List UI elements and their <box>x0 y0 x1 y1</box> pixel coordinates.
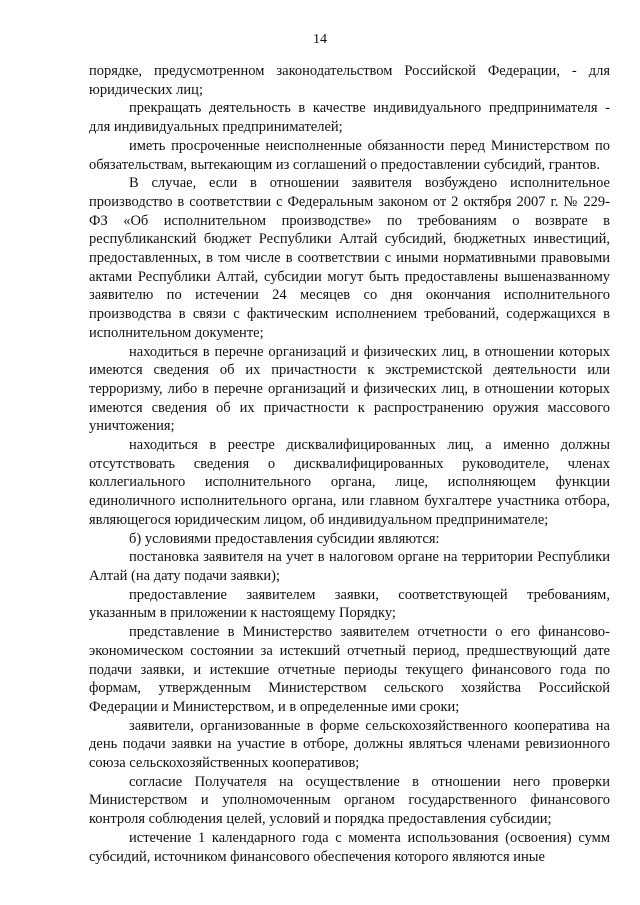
paragraph: представление в Министерство заявителем отчетности о его финансово-экономическом состоянии за истекший отчетный период, предшествующий дате подачи заявки, и истекшие отчетные периоды текущего финансового года по формам, утвержденным Министерством сельского хозяйства Российской Федерации и Министерством, и в определенные ими сроки; <box>89 624 610 715</box>
paragraph: согласие Получателя на осуществление в отношении него проверки Министерством и уполномоченным органом государственного финансового контроля соблюдения целей, условий и порядка предоставления субсидии; <box>89 773 610 828</box>
paragraph: находиться в перечне организаций и физических лиц, в отношении которых имеются сведения об их причастности к экстремистской деятельности или терроризму, либо в перечне организаций и физических лиц, в отношении которых имеются сведения об их причастности к распространению оружия массового уничтожения; <box>89 343 610 435</box>
paragraph: находиться в реестре дисквалифицированных лиц, а именно должны отсутствовать сведения о дисквалифицированных руководителе, членах коллегиального исполнительного органа, лице, исполняющем функции единоличного исполнительного органа, или главном бухгалтере участника отбора, являющегося юридическим лицом, об индивидуальном предпринимателе; <box>89 437 610 528</box>
paragraph: порядке, предусмотренном законодательством Российской Федерации, - для юридических лиц; <box>89 63 610 98</box>
paragraph: иметь просроченные неисполненные обязанности перед Министерством по обязательствам, вытекающим из соглашений о предоставлении субсидий, грантов. <box>89 137 610 173</box>
paragraph: предоставление заявителем заявки, соответствующей требованиям, указанным в приложении к настоящему Порядку; <box>89 586 610 622</box>
page-number: 14 <box>313 32 327 47</box>
paragraph: постановка заявителя на учет в налоговом органе на территории Республики Алтай (на дату подачи заявки); <box>89 549 610 584</box>
paragraph: б) условиями предоставления субсидии являются: <box>129 530 440 547</box>
paragraph: заявители, организованные в форме сельскохозяйственного кооператива на день подачи заявки на участие в отборе, должны являться членами ревизионного союза сельскохозяйственных кооперативов; <box>89 717 610 772</box>
paragraph: прекращать деятельность в качестве индивидуального предпринимателя - для индивидуальных предпринимателей; <box>89 100 610 136</box>
document-body <box>89 62 610 866</box>
paragraph: В случае, если в отношении заявителя возбуждено исполнительное производство в соответствии с Федеральным законом от 2 октября 2007 г. № 229-ФЗ «Об исполнительном производстве» по требованиям о возврате в республиканский бюджет Республики Алтай субсидий, бюджетных инвестиций, предоставленных, в том числе в соответствии с иными нормативными правовыми актами Республики Алтай, субсидии могут быть предоставлены вышеназванному заявителю по истечении 24 месяцев со дня окончания исполнительного производства в связи с фактическим исполнением требований, содержащихся в исполнительном документе; <box>89 175 610 341</box>
paragraph: истечение 1 календарного года с момента использования (освоения) сумм субсидий, источником финансового обеспечения которого являются иные <box>89 829 610 865</box>
